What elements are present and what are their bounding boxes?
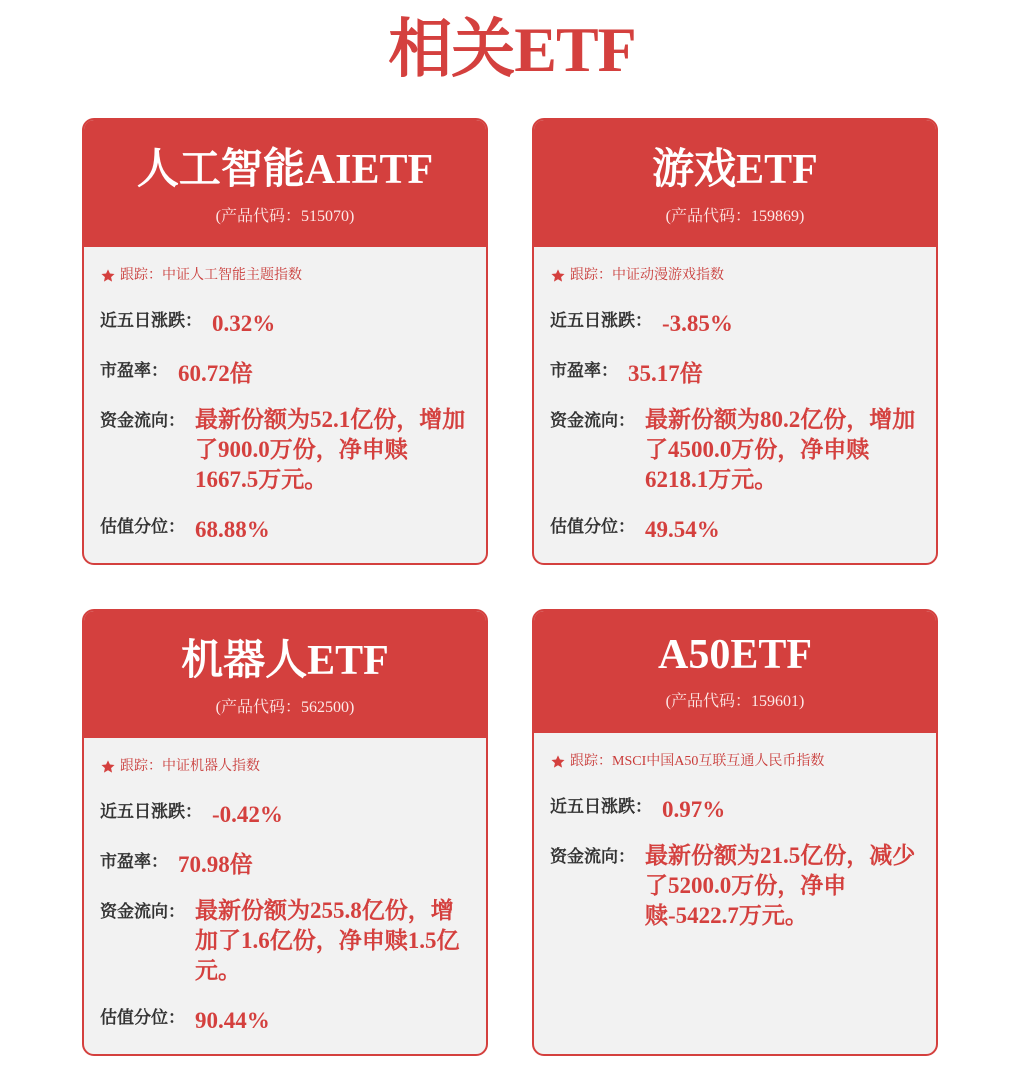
flow-row	[100, 409, 470, 495]
flow-row	[550, 409, 920, 495]
flow-label: 资金流向：	[550, 411, 635, 431]
star-icon	[100, 759, 116, 775]
etf-card-a50	[532, 609, 938, 1056]
flow-label: 资金流向：	[100, 411, 185, 431]
pe-label: 市盈率：	[550, 361, 618, 381]
track-text: 跟踪：MSCI中国A50互联互通人民币指数	[570, 754, 825, 769]
pe-value: 70.98倍	[178, 852, 253, 877]
pe-value: 35.17倍	[628, 361, 703, 386]
card-body	[534, 733, 936, 931]
change5d-row	[550, 795, 920, 825]
pe-label: 市盈率：	[100, 361, 168, 381]
valuation-label: 估值分位：	[100, 517, 185, 537]
change5d-label: 近五日涨跌：	[100, 311, 202, 331]
change5d-label: 近五日涨跌：	[550, 311, 652, 331]
etf-name: 机器人ETF	[181, 638, 389, 684]
valuation-row	[100, 1006, 470, 1036]
star-icon	[550, 268, 566, 284]
change5d-label: 近五日涨跌：	[550, 797, 652, 817]
etf-code: (产品代码：159601)	[665, 693, 805, 710]
etf-code: (产品代码：562500)	[215, 699, 355, 716]
card-body	[84, 738, 486, 1036]
change5d-value: -0.42%	[212, 802, 283, 827]
card-header	[84, 120, 486, 247]
flow-value: 最新份额为255.8亿份，增加了1.6亿份，净申赎1.5亿元。	[195, 898, 460, 983]
card-header	[534, 120, 936, 247]
etf-code: (产品代码：515070)	[215, 208, 355, 225]
valuation-label: 估值分位：	[100, 1008, 185, 1028]
etf-card-robot	[82, 609, 488, 1056]
card-header	[534, 611, 936, 733]
track-text: 跟踪：中证动漫游戏指数	[570, 268, 724, 283]
change5d-label: 近五日涨跌：	[100, 802, 202, 822]
valuation-value: 49.54%	[645, 517, 720, 542]
pe-row	[550, 359, 920, 389]
flow-value: 最新份额为80.2亿份，增加了4500.0万份，净申赎6218.1万元。	[645, 407, 916, 492]
track-text: 跟踪：中证机器人指数	[120, 759, 260, 774]
card-body	[84, 247, 486, 545]
valuation-value: 90.44%	[195, 1008, 270, 1033]
track-text: 跟踪：中证人工智能主题指数	[120, 268, 302, 283]
pe-row	[100, 850, 470, 880]
valuation-label: 估值分位：	[550, 517, 635, 537]
track-index	[100, 265, 470, 287]
change5d-row	[550, 309, 920, 339]
star-icon	[100, 268, 116, 284]
etf-code: (产品代码：159869)	[665, 208, 805, 225]
flow-value: 最新份额为21.5亿份，减少了5200.0万份，净申赎-5422.7万元。	[645, 843, 916, 928]
track-index	[100, 756, 470, 778]
etf-card-ai	[82, 118, 488, 565]
track-index	[550, 751, 920, 773]
change5d-value: -3.85%	[662, 311, 733, 336]
change5d-row	[100, 309, 470, 339]
flow-row	[100, 900, 470, 986]
flow-value: 最新份额为52.1亿份，增加了900.0万份，净申赎1667.5万元。	[195, 407, 466, 492]
pe-row	[100, 359, 470, 389]
flow-label: 资金流向：	[100, 902, 185, 922]
valuation-value: 68.88%	[195, 517, 270, 542]
valuation-row	[100, 515, 470, 545]
star-icon	[550, 754, 566, 770]
pe-value: 60.72倍	[178, 361, 253, 386]
pe-label: 市盈率：	[100, 852, 168, 872]
card-body	[534, 247, 936, 545]
card-header	[84, 611, 486, 738]
change5d-row	[100, 800, 470, 830]
etf-name: 人工智能AIETF	[136, 147, 434, 193]
track-index	[550, 265, 920, 287]
change5d-value: 0.32%	[212, 311, 276, 336]
change5d-value: 0.97%	[662, 797, 726, 822]
page-title: 相关ETF	[388, 14, 636, 85]
etf-card-game	[532, 118, 938, 565]
etf-name: A50ETF	[657, 632, 812, 678]
valuation-row	[550, 515, 920, 545]
flow-label: 资金流向：	[550, 847, 635, 867]
flow-row	[550, 845, 920, 931]
etf-name: 游戏ETF	[652, 147, 818, 193]
